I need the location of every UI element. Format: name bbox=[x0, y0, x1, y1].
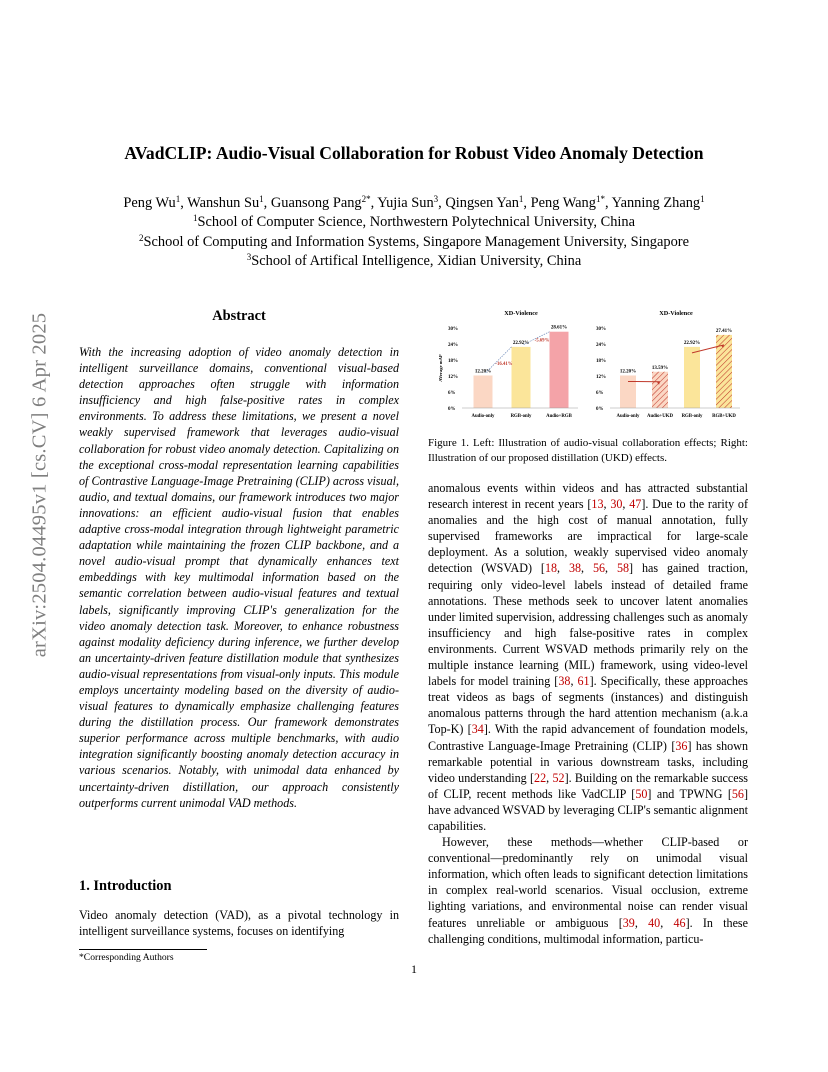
y-tick-label: 0% bbox=[448, 407, 456, 412]
figure-1 bbox=[428, 308, 750, 428]
y-tick-label: 24% bbox=[448, 343, 458, 348]
citation-link[interactable]: 52 bbox=[552, 770, 565, 785]
figure-caption: Figure 1. Left: Illustration of audio-visual collaboration effects; Right: Illustration of our proposed distillation (UKD) effects. bbox=[428, 437, 748, 464]
abstract-text: With the increasing adoption of video anomaly detection in intelligent surveillance domains, conventional visual-based detection approaches often struggle with information insufficiency and high false-positive rates in complex environments. To address these limitations, we present a novel weakly supervised framework that leverages audio-visual collaboration for robust video anomaly detection. Capitalizing on the exceptional cross-modal representation learning capabilities of Contrastive Language-Image Pretraining (CLIP) across visual, audio, and textual domains, our framework introduces two major innovations: an efficient audio-visual fusion that enables adaptive cross-modal integration through lightweight parametric adaptation while maintaining the frozen CLIP backbone, and a novel audio-visual prompt that dynamically enhances text embeddings with key multimodal information based on the semantic correlation between audio-visual features and textual labels, significantly improving CLIP's generalization for the video anomaly detection task. Moreover, to enhance robustness against modality deficiency during inference, we further develop an uncertainty-driven feature distillation module that synthesizes audio-visual representations from visual-only inputs. This module employs uncertainty modeling based on the diversity of audio-visual features to dynamically emphasize challenging features during the distillation process. Our framework demonstrates superior performance across multiple benchmarks, with audio integration significantly boosting anomaly detection accuracy in various scenarios. Notably, with unimodal data enhanced by uncertainty-driven distillation, our approach consistently outperforms current unimodal VAD methods. bbox=[79, 345, 399, 810]
citation-link[interactable]: 38 bbox=[568, 561, 582, 576]
text-run: , bbox=[546, 770, 553, 785]
y-tick-label: 12% bbox=[596, 375, 606, 380]
text-run: anomalous events within videos and has attracted substantial research interest in recent years [ bbox=[428, 481, 748, 512]
chart-title: XD-Violence bbox=[659, 310, 693, 317]
text-run: , bbox=[634, 915, 649, 930]
bar bbox=[652, 372, 668, 408]
bar-value-label: 27.41% bbox=[715, 328, 733, 334]
y-axis-label: AVerage mAP bbox=[438, 354, 443, 382]
bar bbox=[512, 347, 531, 408]
paragraph bbox=[428, 480, 748, 834]
author: Guansong Pang bbox=[270, 195, 362, 211]
x-tick-label: Audio+UKD bbox=[647, 414, 673, 419]
citation-link[interactable]: 39 bbox=[622, 915, 635, 930]
text-run: ]. Building on the remarkable success of CLIP, recent methods like VadCLIP [ bbox=[428, 770, 749, 801]
citation-link[interactable]: 47 bbox=[629, 497, 642, 512]
text-run: , bbox=[622, 497, 630, 512]
citation-link[interactable]: 34 bbox=[471, 722, 484, 737]
delta-annotation: -5.69% bbox=[534, 338, 550, 344]
citation-link[interactable]: 13 bbox=[591, 497, 604, 512]
y-tick-label: 30% bbox=[596, 327, 606, 332]
bar bbox=[550, 332, 569, 408]
citation-link[interactable]: 30 bbox=[610, 497, 623, 512]
page-number: 1 bbox=[411, 962, 417, 976]
bar-value-label: 28.61% bbox=[550, 325, 568, 331]
author-list: Peng Wu$^1$, Wanshun Su$^1$, Guansong Pang$^{2*}$, Yujia Sun$^3$, Qingsen Yan$^1$, Peng Wang$^{1*}$, Yanning Zhang$^1$ bbox=[123, 194, 705, 211]
y-tick-label: 0% bbox=[596, 407, 604, 412]
x-tick-label: Audio-only bbox=[616, 414, 640, 419]
citation-link[interactable]: 61 bbox=[577, 674, 590, 689]
affiliation: $^2$School of Computing and Information Systems, Singapore Management University, Singapore bbox=[139, 233, 689, 250]
x-tick-label: Audio-only bbox=[471, 414, 495, 419]
affiliation: $^1$School of Computer Science, Northwestern Polytechnical University, China bbox=[193, 213, 635, 230]
paragraph bbox=[428, 834, 748, 947]
footnote-rule bbox=[79, 949, 207, 950]
bar bbox=[620, 375, 636, 408]
paper-title: AVadCLIP: Audio-Visual Collaboration for Robust Video Anomaly Detection bbox=[124, 143, 704, 163]
y-tick-label: 18% bbox=[596, 359, 606, 364]
author: Yujia Sun bbox=[377, 195, 434, 211]
citation-link[interactable]: 36 bbox=[675, 738, 688, 753]
text-run: , bbox=[570, 674, 578, 689]
bar bbox=[474, 375, 493, 408]
text-run: , bbox=[603, 497, 611, 512]
abstract-heading: Abstract bbox=[212, 308, 266, 324]
citation-link[interactable]: 58 bbox=[616, 561, 630, 576]
chart-left bbox=[438, 310, 578, 419]
text-run: ]. Specifically, these approaches treat videos as bags of segments (instances) and distinguish anomalous patterns through the hard attention mechanism (a.k.a Top-K) [ bbox=[428, 674, 748, 737]
affiliation: $^3$School of Artifical Intelligence, Xidian University, China bbox=[246, 252, 582, 269]
citation-link[interactable]: 18 bbox=[544, 561, 558, 576]
bar-value-label: 12.20% bbox=[619, 369, 637, 375]
citation-link[interactable]: 38 bbox=[558, 674, 571, 689]
bar-value-label: 13.59% bbox=[651, 365, 669, 371]
body-text-right bbox=[428, 480, 748, 947]
bar bbox=[684, 347, 700, 408]
citation-link[interactable]: 56 bbox=[731, 786, 744, 801]
text-run: , bbox=[557, 561, 569, 576]
text-run: ] has gained traction, requiring only video-level labels instead of detailed frame annotations. These methods seek to uncover latent anomalies under limited supervision, addressing challenges such as anomaly insufficiency and high false-positive rates in complex environments. Current WSVAD methods primarily rely on the multiple instance learning (MIL) framework, using video-level labels for model training [ bbox=[428, 561, 749, 689]
x-tick-label: RGB-only bbox=[681, 414, 703, 419]
text-run: ] have advanced WSVAD by leveraging CLIP's semantic alignment capabilities. bbox=[428, 786, 748, 833]
citation-link[interactable]: 56 bbox=[592, 561, 606, 576]
x-tick-label: RGB-only bbox=[510, 414, 532, 419]
chart-title: XD-Violence bbox=[504, 310, 538, 317]
text-run: , bbox=[605, 561, 617, 576]
bar-value-label: 12.20% bbox=[474, 369, 492, 375]
arxiv-stamp bbox=[20, 290, 60, 680]
text-run: ] and TPWNG [ bbox=[647, 786, 732, 801]
text-run: ]. In these challenging conditions, multimodal information, particu- bbox=[428, 915, 749, 946]
x-tick-label: RGB+UKD bbox=[712, 414, 736, 419]
citation-link[interactable]: 22 bbox=[534, 770, 547, 785]
text-run: ] has shown remarkable potential in various downstream tasks, including video understanding [ bbox=[428, 738, 748, 785]
author: Peng Wang bbox=[530, 195, 596, 211]
bar-value-label: 22.92% bbox=[512, 340, 530, 346]
delta-annotation: -16.41% bbox=[495, 362, 513, 368]
footnote: *Corresponding Authors bbox=[79, 952, 174, 963]
citation-link[interactable]: 40 bbox=[648, 915, 661, 930]
y-tick-label: 24% bbox=[596, 343, 606, 348]
author: Qingsen Yan bbox=[445, 195, 519, 211]
text-run: ]. Due to the rarity of anomalies and the high cost of manual annotation, fully supervised frameworks are impractical for large-scale deployment. As a solution, weakly supervised video anomaly detection (WSVAD) [ bbox=[428, 497, 748, 576]
y-tick-label: 6% bbox=[448, 391, 456, 396]
citation-link[interactable]: 46 bbox=[673, 915, 686, 930]
arxiv-stamp-text: arXiv:2504.04495v1 [cs.CV] 6 Apr 2025 bbox=[28, 312, 51, 658]
text-run: ]. With the rapid advancement of foundation models, Contrastive Language-Image Pretraining (CLIP) [ bbox=[428, 722, 748, 753]
intro-text: Video anomaly detection (VAD), as a pivotal technology in intelligent surveillance systems, focuses on identifying bbox=[79, 908, 399, 939]
text-run: , bbox=[660, 915, 674, 930]
y-tick-label: 12% bbox=[448, 375, 458, 380]
chart-right bbox=[596, 310, 740, 419]
section-heading-introduction: 1. Introduction bbox=[79, 878, 172, 894]
author: Wanshun Su bbox=[187, 195, 260, 211]
y-tick-label: 30% bbox=[448, 327, 458, 332]
y-tick-label: 6% bbox=[596, 391, 604, 396]
x-tick-label: Audio+RGB bbox=[546, 414, 572, 419]
text-run: , bbox=[581, 561, 593, 576]
author: Peng Wu bbox=[123, 195, 176, 211]
citation-link[interactable]: 50 bbox=[635, 786, 648, 801]
bar-value-label: 22.92% bbox=[683, 340, 701, 346]
text-run: However, these methods—whether CLIP-based or conventional—predominantly rely on unimodal visual information, which often leads to significant detection limitations in complex real-world scenarios. Visual occlusion, extreme lighting variations, and environmental noise can render visual features unreliable or ambiguous [ bbox=[428, 835, 748, 930]
y-tick-label: 18% bbox=[448, 359, 458, 364]
author: Yanning Zhang bbox=[611, 195, 701, 211]
